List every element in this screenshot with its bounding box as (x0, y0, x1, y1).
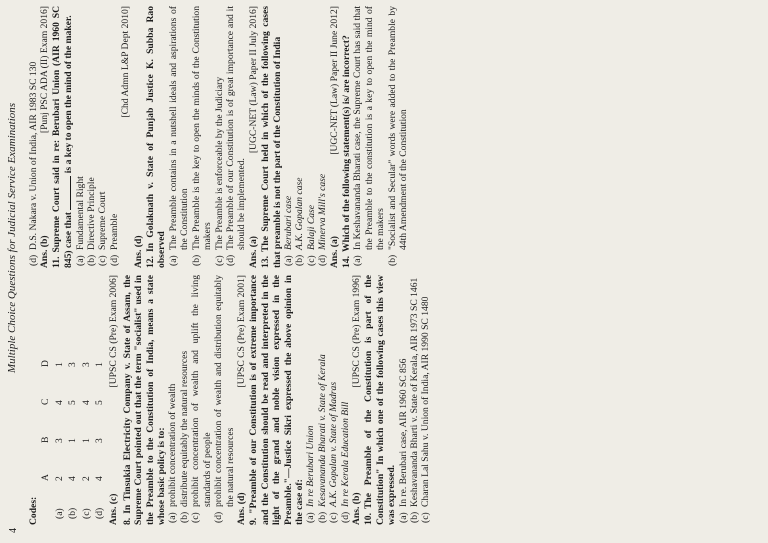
exam-citation: [UPSC CS (Pre) Exam 2001] (235, 275, 247, 388)
option-label: (a) (167, 512, 179, 523)
answer-label: Ans. (d) (132, 235, 144, 268)
question-number: 12. (145, 256, 157, 268)
question-text: Which of the following statement(s) is/ are incorrect? (340, 35, 352, 252)
exam-citation: [UPSC CS (Pre) Exam 2006] (108, 275, 120, 388)
option (409, 275, 420, 525)
option-text: prohibit concentration of wealth and uplift the living standards of people (190, 275, 213, 507)
answer-label: Ans. (c) (108, 493, 120, 525)
option-text: D.S. Nakara v. Union of India, AIR 1983 SC 130 (28, 61, 39, 250)
exam-citation: [Chd Admn L&P Dept 2010] (120, 6, 132, 118)
codes-header-cell: C (40, 398, 52, 405)
option-label: (a) (397, 512, 409, 523)
codes-header-cell: B (40, 436, 52, 443)
answer-line (39, 6, 50, 268)
option-text: The Preamble is the key to open the minds of the Constitution makers (190, 6, 214, 250)
option (352, 6, 386, 268)
running-title: Multiple Choice Questions for Judicial Service Examinations (6, 102, 18, 373)
answer-line (236, 275, 247, 525)
exam-citation: [UGC-NET (Law) Paper II June 2012] (328, 6, 340, 155)
option-text: In Keshavananda Bharati case, the Supreme Court has said that the Preamble to the constitution is a key to open the mind of the makers (352, 6, 387, 250)
codes-cell: 4 (94, 476, 106, 481)
codes-cell: 5 (67, 400, 79, 405)
question-number: 14. (340, 256, 352, 268)
option-text: A.K. Gopalan case (294, 177, 306, 250)
option (283, 6, 294, 268)
option (306, 6, 317, 268)
codes-row (80, 329, 93, 519)
codes-header-cell: A (40, 474, 52, 481)
codes-cell: (b) (67, 507, 79, 519)
option-label: (b) (386, 254, 398, 266)
option-text: Preamble (108, 213, 120, 250)
option (294, 6, 305, 268)
option-label: (a) (167, 255, 179, 266)
question-11 (51, 6, 144, 268)
option (213, 275, 236, 525)
option-text: The Preamble is enforceable by the Judiciary (213, 76, 225, 250)
option-label: (c) (305, 255, 317, 266)
question-number: 13. (260, 256, 272, 268)
option (190, 275, 213, 525)
option-label: (d) (339, 511, 351, 523)
codes-header-cell: D (40, 360, 52, 367)
option-label: (a) (282, 255, 294, 266)
codes-cell: (d) (94, 507, 106, 519)
codes-cell: 3 (53, 438, 65, 443)
option-text: Kesavananda Bharati v. State of Kerala (316, 354, 328, 507)
answer-label: Ans. (b) (350, 492, 362, 525)
option-label: (b) (316, 511, 328, 523)
question-12 (145, 6, 259, 268)
question-text: In Tinsukia Electricity Company v. State of Assam, the Supreme Court pointed out that the term "socialist" used in the Preamble to the Constitution of India, means a state whose basic policy is to: (121, 275, 168, 525)
codes-cell: 3 (67, 362, 79, 367)
option-label: (c) (328, 512, 340, 523)
option-text: Directive Principle (86, 177, 98, 250)
option (191, 6, 214, 268)
option-label: (b) (409, 511, 420, 523)
codes-row (93, 329, 106, 519)
option-text: Balaji Case (305, 204, 317, 250)
option-label: (a) (74, 255, 86, 266)
right-column (28, 6, 410, 268)
codes-cell: 5 (94, 400, 106, 405)
option-label: (c) (190, 512, 202, 523)
codes-cell: 2 (80, 476, 92, 481)
option (420, 275, 431, 525)
option-text: Minerva Mill's case (317, 173, 329, 250)
option-label: (c) (213, 255, 225, 266)
option (75, 6, 86, 268)
option-text: Berubari case (282, 195, 294, 250)
exam-citation: [Punj PSC ADA (II) Exam 2016] (39, 6, 51, 134)
question-14 (341, 6, 409, 268)
option (305, 275, 316, 525)
option-label: (c) (420, 512, 432, 523)
option (317, 6, 328, 268)
option-text: distribute equitably the natural resources (178, 350, 190, 507)
codes-cell: (a) (53, 508, 65, 519)
exam-citation: [UGC-NET (Law) Paper II July 2016] (247, 6, 259, 154)
codes-cell: 1 (80, 438, 92, 443)
option-text: In re Kerala Education Bill (339, 401, 351, 507)
codes-label: Codes: (28, 496, 39, 525)
question-text: "Preamble of our Constitution is of extreme importance and the Constitution should be read and interpreted in the light of the grand and noble vision expressed in the Preamble."—Justice Sikri expressed the above opinion in the case of: (248, 275, 305, 525)
option (28, 6, 39, 268)
question-number: 11. (50, 256, 62, 268)
option-text: The Preamble of our Constitution is of great importance and it should be implemented. (224, 6, 248, 250)
question-text: The Supreme Court held in which of the following cases that preamble is not the part of the Constitution of India (260, 6, 283, 268)
option-text: Keshavananda Bharti v. State of Kerala, AIR 1973 SC 1461 (409, 277, 420, 507)
question-text: In Golaknath v. State of Punjab Justice K. Subba Rao observed (145, 6, 168, 268)
codes-cell: 4 (80, 400, 92, 405)
option-text: Fundamental Right (74, 176, 86, 250)
codes-cell: 3 (80, 362, 92, 367)
option (398, 275, 409, 525)
option-label: (b) (178, 511, 190, 523)
option (109, 6, 120, 268)
option-text: Charan Lal Sahu v. Union of India, AIR 1990 SC 1480 (420, 296, 432, 507)
codes-cell: 3 (94, 438, 106, 443)
answer-label: Ans. (a) (328, 236, 340, 268)
option-label: (a) (352, 255, 364, 266)
codes-row (66, 329, 79, 519)
option-text: In re Berubari Union (305, 425, 317, 507)
question-9 (248, 275, 362, 525)
codes-cell: (c) (80, 508, 92, 519)
answer-label: Ans. (b) (39, 235, 51, 268)
option (86, 6, 97, 268)
option-label: (d) (224, 254, 236, 266)
codes-cell: 4 (53, 400, 65, 405)
codes-cell: 1 (94, 362, 106, 367)
option-text: "Socialist and Secular" words were added to the Preamble by 44th Amendment of the Constitution (386, 6, 409, 250)
codes-cell: 1 (67, 438, 79, 443)
option (225, 6, 248, 268)
option-text: The Preamble contains in a nutshell ideals and aspirations of the Constitution (167, 6, 191, 250)
option (328, 275, 339, 525)
option-label: (b) (190, 254, 202, 266)
codes-header-row (39, 329, 52, 519)
question-text: Supreme Court said in re: Berubari Union (AIR 1960 SC 845) case that (50, 6, 75, 268)
answer-line (248, 6, 259, 268)
option (317, 275, 328, 525)
question-text-cont: is a key to open the mind of the maker. (63, 15, 75, 174)
codes-cell: 2 (53, 476, 65, 481)
question-10 (363, 275, 431, 525)
option-label: (a) (305, 512, 317, 523)
question-number: 8. (121, 517, 133, 525)
option (168, 6, 191, 268)
answer-label: Ans. (d) (235, 492, 247, 525)
option (97, 6, 108, 268)
answer-line (329, 6, 340, 268)
page-number: 4 (8, 528, 19, 533)
option-label: (b) (86, 254, 98, 266)
question-text: The Preamble of the Constitution is part of the Constitution" In which one of the following cases this view was expressed. (363, 275, 398, 525)
option-text: A.K. Gopalan v. State of Madras (328, 381, 340, 507)
question-8 (122, 275, 247, 525)
answer-line (108, 275, 119, 525)
answer-line (351, 275, 362, 525)
option (167, 275, 178, 525)
question-number: 9. (248, 517, 260, 525)
option-label: (c) (97, 255, 109, 266)
codes-cell: 1 (53, 362, 65, 367)
option-label: (d) (28, 254, 39, 266)
codes-table (39, 329, 106, 519)
option (340, 275, 351, 525)
question-number: 10. (363, 513, 375, 525)
option-label: (d) (317, 254, 329, 266)
codes-cell: 4 (67, 476, 79, 481)
codes-block (28, 275, 106, 525)
question-13 (260, 6, 340, 268)
answer-label: Ans. (a) (247, 236, 259, 268)
option (387, 6, 410, 268)
option-text: Supreme Court (97, 191, 109, 250)
fill-blank (62, 176, 71, 210)
option-label: (d) (213, 511, 225, 523)
option (179, 275, 190, 525)
running-head (0, 0, 26, 543)
option-label: (b) (294, 254, 306, 266)
option (214, 6, 225, 268)
codes-row (53, 329, 66, 519)
option-text: prohibit concentration of wealth (167, 383, 179, 507)
option-text: prohibit concentration of wealth and distribution equitably the natural resources (213, 275, 236, 507)
left-column (28, 275, 433, 525)
exam-citation: [UPSC CS (Pre) Exam 1996] (350, 275, 362, 388)
option-text: In re. Berubari case, AIR 1960 SC 856 (397, 358, 409, 507)
codes-header-cell (39, 481, 52, 519)
option-label: (d) (108, 254, 120, 266)
